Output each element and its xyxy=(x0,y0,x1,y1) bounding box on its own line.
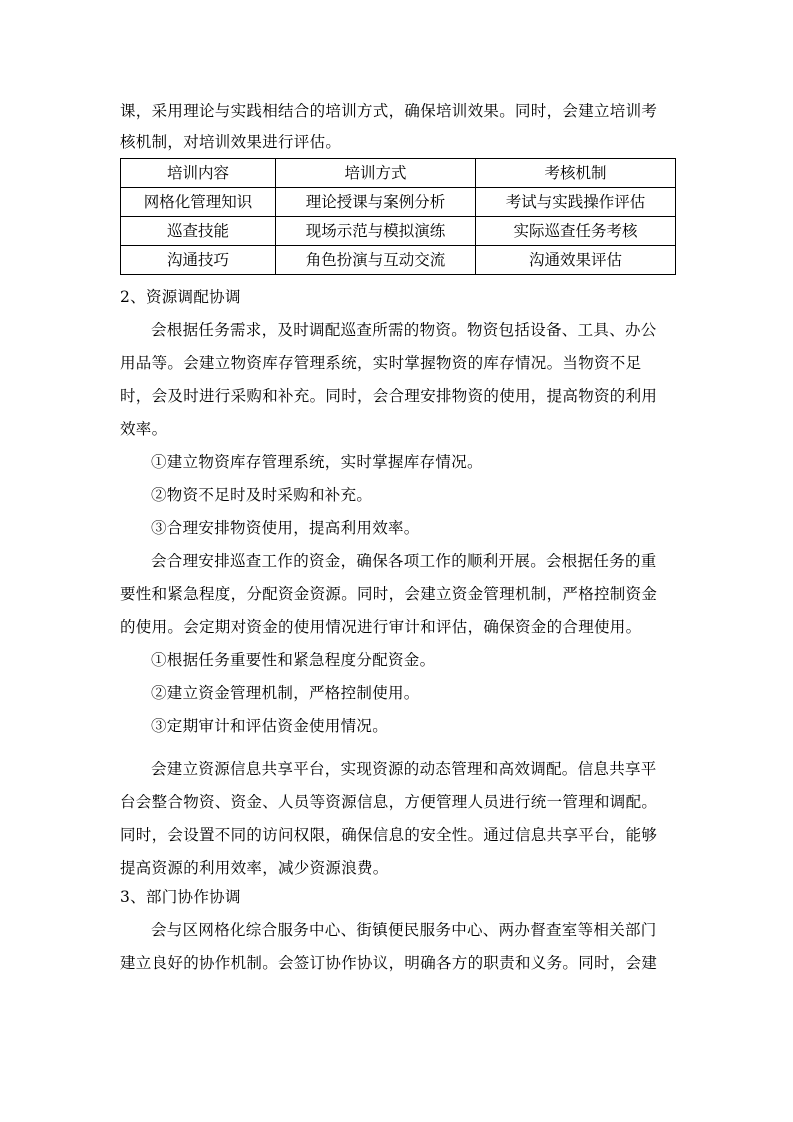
table-header-cell: 培训内容 xyxy=(121,159,276,188)
table-header-cell: 培训方式 xyxy=(276,159,476,188)
training-table xyxy=(120,158,676,275)
paragraph-line: 台会整合物资、资金、人员等资源信息，方便管理人员进行统一管理和调配。 xyxy=(120,793,658,811)
table-header-row xyxy=(121,159,676,188)
table-cell: 沟通技巧 xyxy=(121,246,276,275)
paragraph-line: 会根据任务需求，及时调配巡查所需的物资。物资包括设备、工具、办公 xyxy=(151,321,657,339)
table-cell: 实际巡查任务考核 xyxy=(476,217,676,246)
paragraph-line: 会与区网格化综合服务中心、街镇便民服务中心、两办督查室等相关部门 xyxy=(151,921,657,939)
paragraph-line: 会合理安排巡查工作的资金，确保各项工作的顺利开展。会根据任务的重 xyxy=(151,552,657,570)
paragraph-line: 同时，会设置不同的访问权限，确保信息的安全性。通过信息共享平台，能够 xyxy=(120,826,658,844)
table-row xyxy=(121,188,676,217)
table-row xyxy=(121,246,676,275)
table-cell: 沟通效果评估 xyxy=(476,246,676,275)
table-cell: 现场示范与模拟演练 xyxy=(276,217,476,246)
intro-line-2: 核机制，对培训效果进行评估。 xyxy=(120,133,342,151)
paragraph-line: 效率。 xyxy=(120,420,168,438)
paragraph-line: 的使用。会定期对资金的使用情况进行审计和评估，确保资金的合理使用。 xyxy=(120,618,642,636)
section-heading-resource: 2、资源调配协调 xyxy=(120,288,241,306)
table-cell: 角色扮演与互动交流 xyxy=(276,246,476,275)
table-cell: 理论授课与案例分析 xyxy=(276,188,476,217)
intro-line-1: 课，采用理论与实践相结合的培训方式，确保培训效果。同时，会建立培训考 xyxy=(120,102,658,120)
table-header-cell: 考核机制 xyxy=(476,159,676,188)
paragraph-line: 建立良好的协作机制。会签订协作协议，明确各方的职责和义务。同时，会建 xyxy=(120,954,658,972)
paragraph-line: 会建立资源信息共享平台，实现资源的动态管理和高效调配。信息共享平 xyxy=(151,760,657,778)
paragraph-line: 要性和紧急程度，分配资金资源。同时，会建立资金管理机制，严格控制资金 xyxy=(120,585,658,603)
list-item: ②物资不足时及时采购和补充。 xyxy=(151,486,373,504)
list-item: ③合理安排物资使用，提高利用效率。 xyxy=(151,519,420,537)
list-item: ①建立物资库存管理系统，实时掌握库存情况。 xyxy=(151,453,483,471)
table-cell: 考试与实践操作评估 xyxy=(476,188,676,217)
paragraph-line: 时，会及时进行采购和补充。同时，会合理安排物资的使用，提高物资的利用 xyxy=(120,387,658,405)
list-item: ③定期审计和评估资金使用情况。 xyxy=(151,717,389,735)
table-cell: 网格化管理知识 xyxy=(121,188,276,217)
list-item: ①根据任务重要性和紧急程度分配资金。 xyxy=(151,651,436,669)
paragraph-line: 用品等。会建立物资库存管理系统，实时掌握物资的库存情况。当物资不足 xyxy=(120,354,642,372)
table-row xyxy=(121,217,676,246)
list-item: ②建立资金管理机制，严格控制使用。 xyxy=(151,684,420,702)
section-heading-department: 3、部门协作协调 xyxy=(120,888,241,906)
table-cell: 巡查技能 xyxy=(121,217,276,246)
paragraph-line: 提高资源的利用效率，减少资源浪费。 xyxy=(120,859,389,877)
